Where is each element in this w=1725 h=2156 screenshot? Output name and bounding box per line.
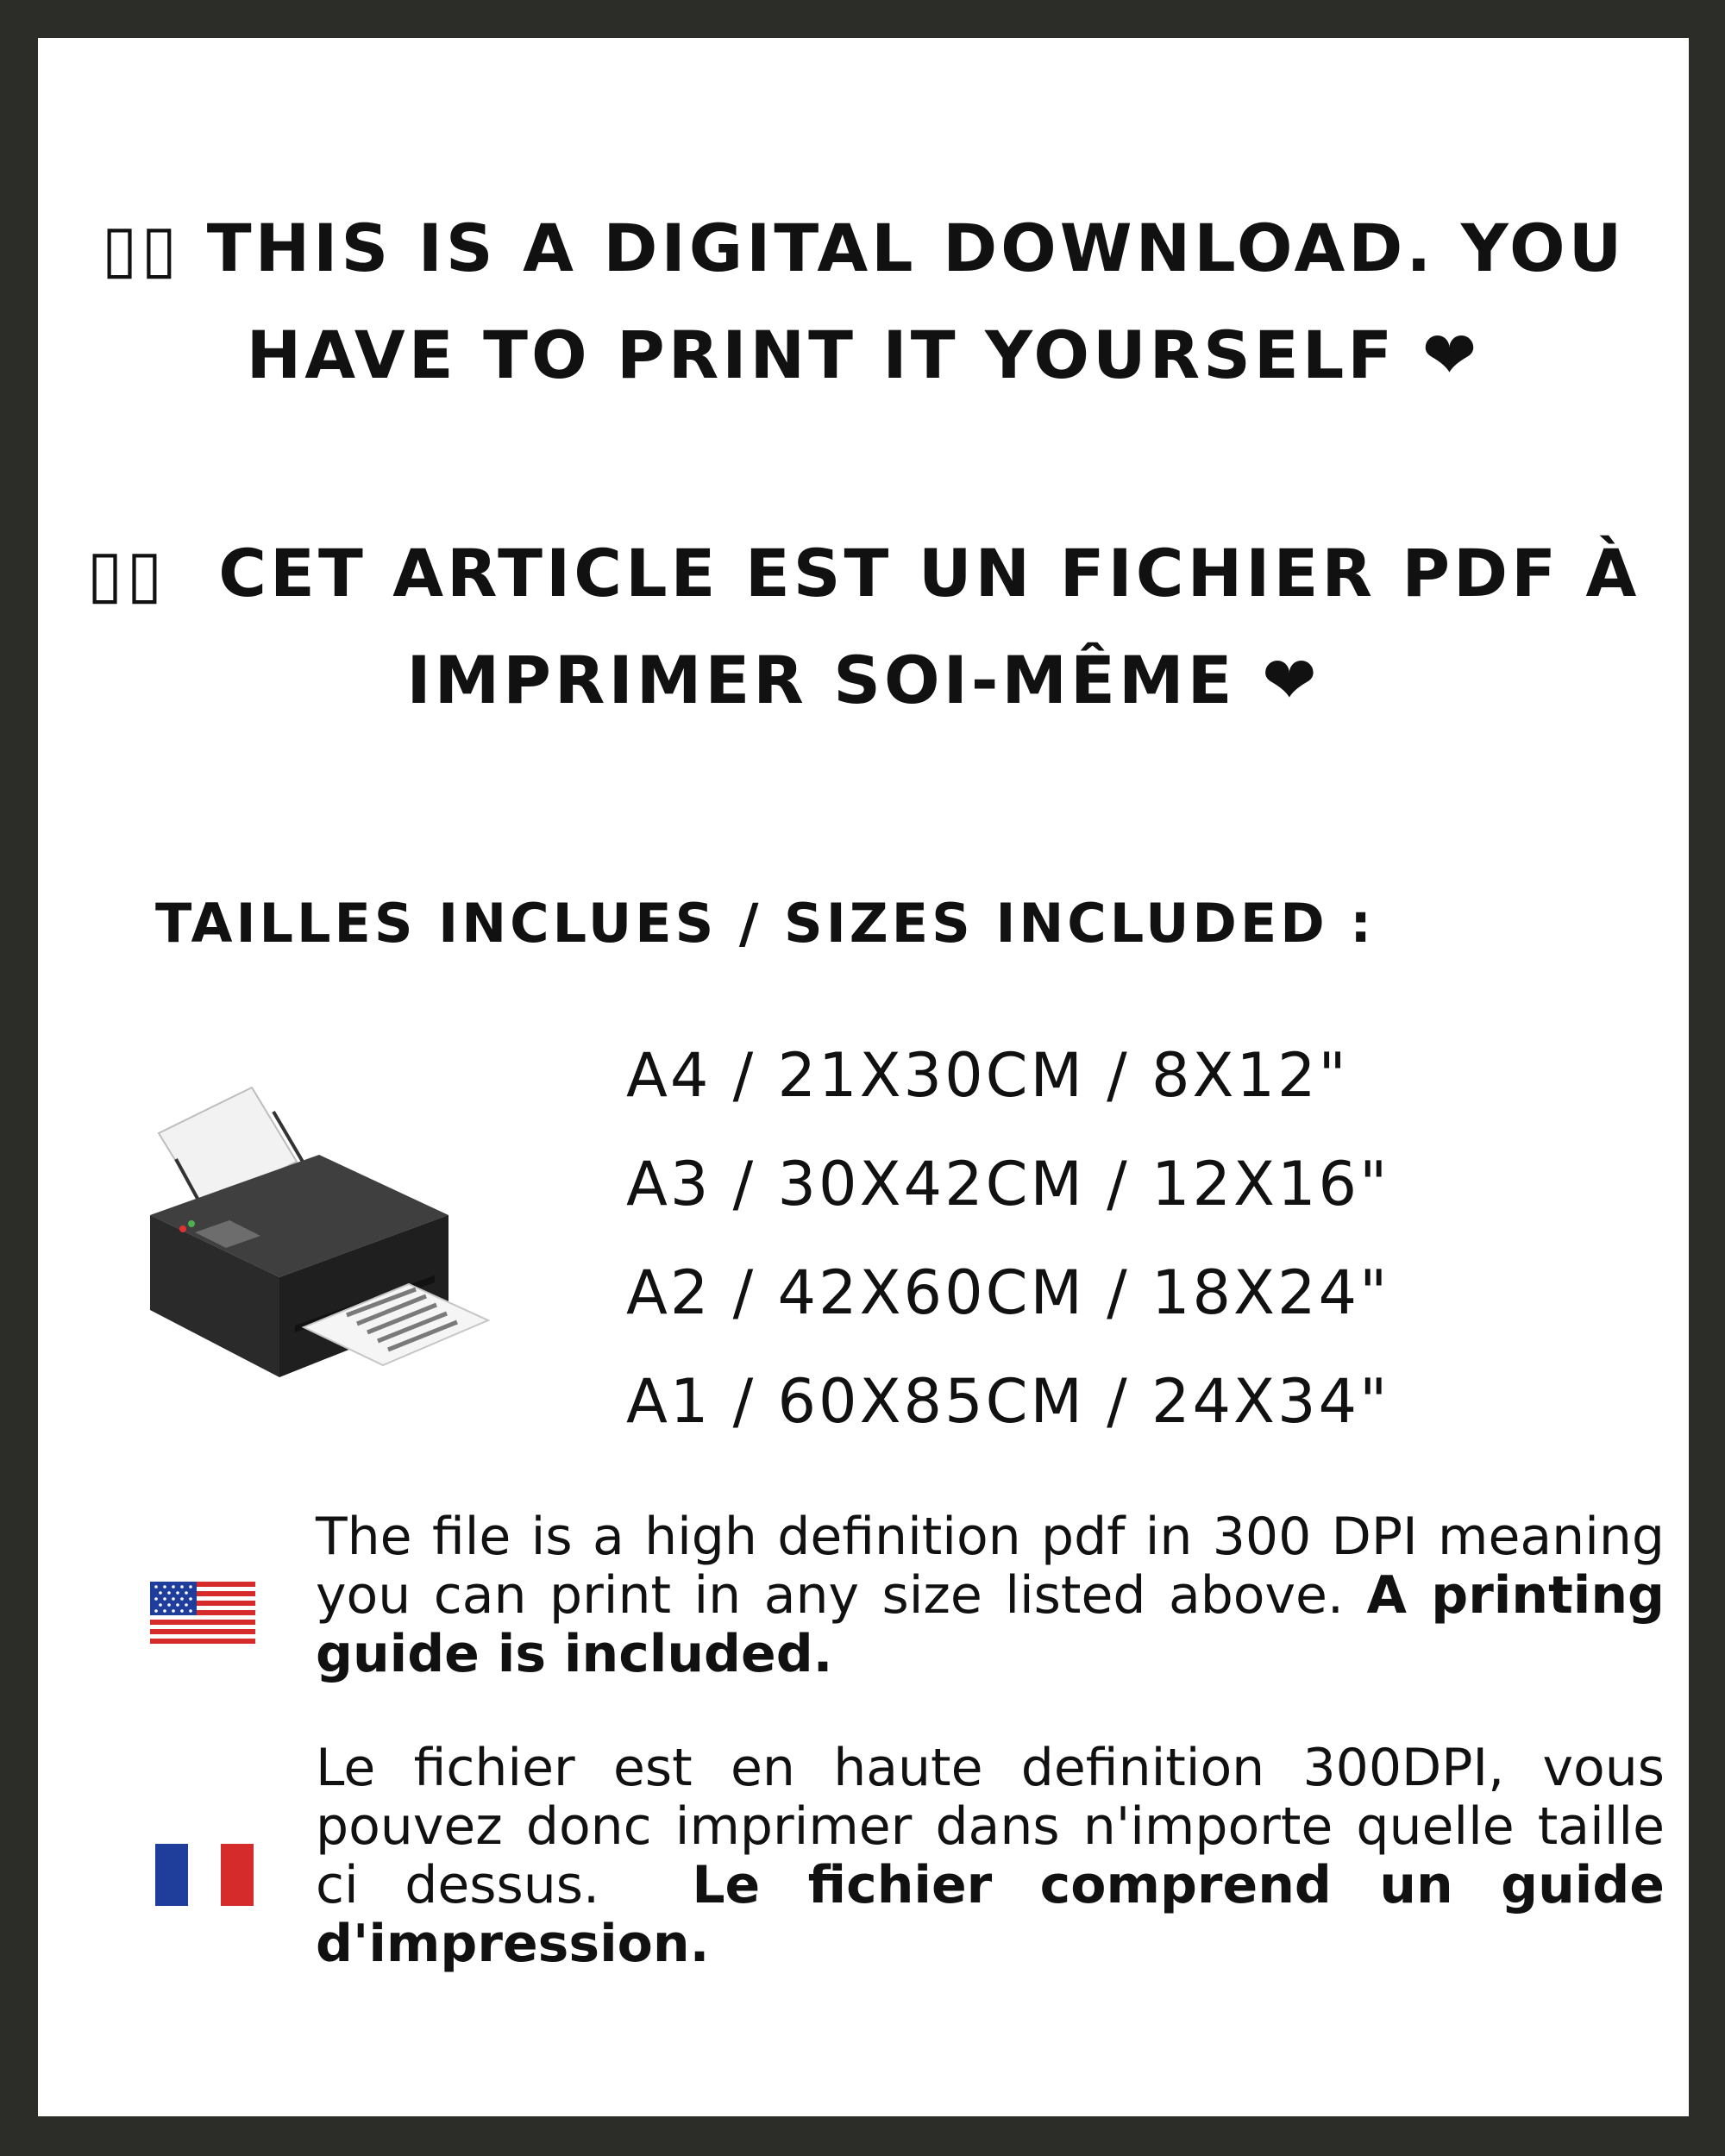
us-flag-icon bbox=[150, 1582, 255, 1644]
listing-card bbox=[38, 38, 1689, 2116]
note-french bbox=[316, 1739, 1665, 1973]
heading-french-line-2: IMPRIMER SOI-MÊME ❤ bbox=[406, 642, 1320, 718]
printer-icon bbox=[150, 1051, 547, 1413]
heading-english bbox=[38, 195, 1689, 409]
size-item: A3 / 30X42CM / 12X16" bbox=[626, 1149, 1390, 1219]
heart-icon: ❤ bbox=[1421, 317, 1481, 393]
french-flag-icon bbox=[155, 1844, 254, 1906]
note-english bbox=[316, 1507, 1665, 1683]
sizes-title: TAILLES INCLUES / SIZES INCLUDED : bbox=[155, 892, 1376, 955]
size-item: A4 / 21X30CM / 8X12" bbox=[626, 1040, 1349, 1111]
note-english-bold: A printing guide is included. bbox=[316, 1565, 1665, 1684]
heart-icon: ❤ bbox=[1261, 642, 1320, 718]
note-english-text: The file is a high definition pdf in 300 DPI meaning you can print in any size listed above. bbox=[316, 1507, 1665, 1626]
note-french-text: Le fichier est en haute definition 300DPI, vous pouvez donc imprimer dans n'importe quelle taille ci dessus. bbox=[316, 1738, 1665, 1915]
heading-english-line-1: ▯▯ THIS IS A DIGITAL DOWNLOAD. YOU bbox=[101, 210, 1626, 286]
heading-french-line-1: ▯▯ CET ARTICLE EST UN FICHIER PDF À bbox=[86, 535, 1640, 611]
note-french-bold: Le fichier comprend un guide d'impression. bbox=[316, 1855, 1665, 1974]
heading-english-line-2: HAVE TO PRINT IT YOURSELF ❤ bbox=[246, 317, 1481, 393]
size-list bbox=[626, 1021, 1389, 1456]
size-item: A1 / 60X85CM / 24X34" bbox=[626, 1366, 1390, 1437]
size-item: A2 / 42X60CM / 18X24" bbox=[626, 1257, 1390, 1328]
heading-french bbox=[38, 520, 1689, 734]
placeholder-glyph-icon: ▯▯ bbox=[86, 535, 166, 611]
placeholder-glyph-icon: ▯▯ bbox=[101, 210, 181, 286]
